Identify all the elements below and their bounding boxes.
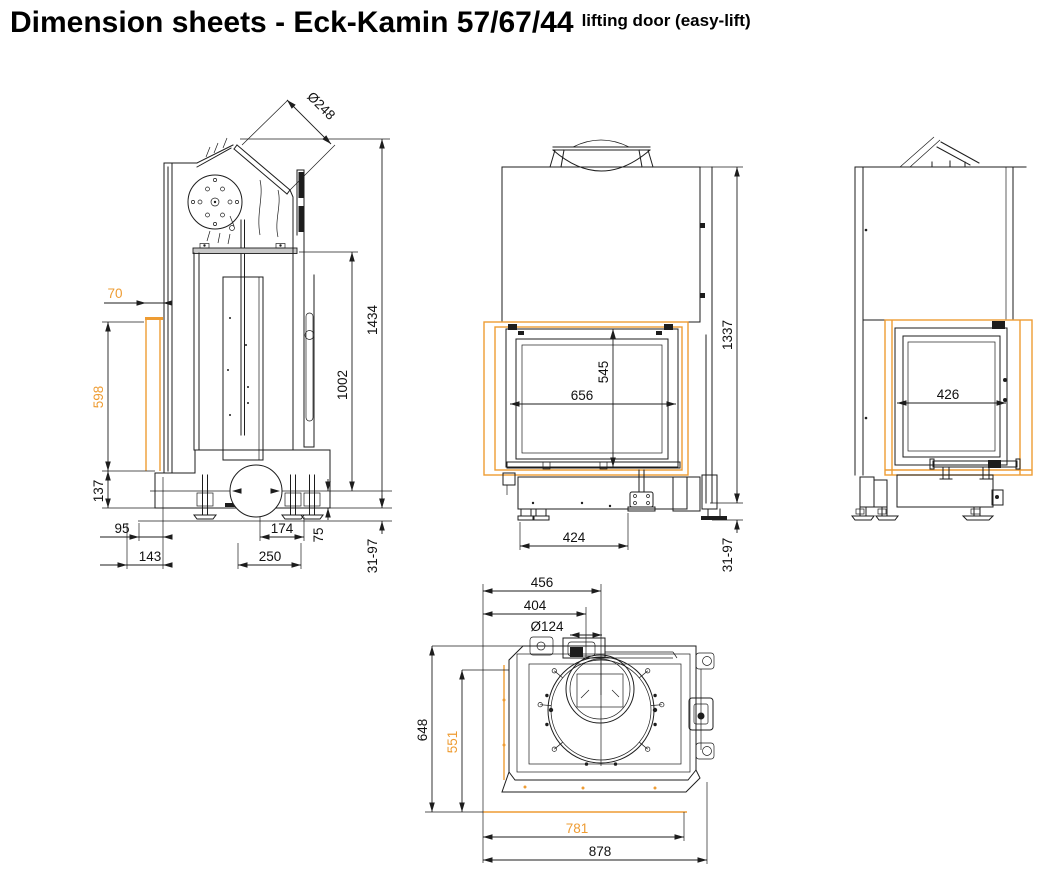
dim-foot-range-label: 31-97 (720, 537, 735, 573)
dim-glass-width-label: 426 (936, 387, 960, 402)
dim-glass-height (596, 329, 616, 467)
dim-foot-spacing-label: 424 (562, 530, 586, 545)
winch-pulley (188, 175, 242, 231)
dim-depth-front-label: 95 (114, 521, 130, 536)
dim-depth-base-label: 250 (258, 549, 282, 564)
title-suffix: lifting door (easy-lift) (581, 11, 751, 30)
base-assembly (860, 475, 1003, 507)
louvre-blades (207, 180, 279, 244)
dim-plinth-height-label: 137 (91, 479, 106, 503)
dim-air-diameter (530, 619, 602, 638)
dim-glass-width (897, 387, 1006, 406)
body-column (194, 235, 293, 460)
dim-body-height (299, 252, 358, 491)
top-view-drawing (405, 570, 735, 875)
adjustable-feet (852, 507, 993, 520)
dim-glass-width (483, 812, 684, 841)
dim-depth-frame-label: 143 (138, 549, 162, 564)
dim-glass-depth (445, 670, 509, 812)
dim-foot-range (720, 490, 740, 572)
dim-overall-height-label: 1337 (720, 319, 735, 351)
dim-depth-frame (100, 523, 173, 569)
dim-foot-range (365, 495, 385, 573)
roof-and-flue (855, 137, 1026, 167)
dim-glass-width-label: 781 (565, 821, 589, 836)
dim-overall-height-label: 1434 (365, 304, 380, 336)
title-main: Dimension sheets - Eck-Kamin 57/67/44 (10, 6, 574, 39)
dim-depth-air-label: 174 (270, 521, 294, 536)
page-title (10, 6, 751, 40)
dim-depth-base (238, 543, 301, 569)
dim-air-center-label: 404 (523, 598, 547, 613)
dim-front-frame-depth-label: 70 (107, 286, 123, 301)
dim-body-height-label: 1002 (335, 369, 350, 401)
base-assembly (150, 450, 392, 517)
dim-overall-width (483, 782, 707, 864)
dim-glass-height-label: 545 (596, 360, 611, 384)
hood-outline (855, 167, 1013, 475)
dim-under-base-label: 75 (311, 527, 326, 543)
dim-overall-depth-label: 648 (415, 718, 430, 742)
dim-depth-air (260, 517, 304, 541)
dim-air-diameter-label: Ø124 (530, 619, 564, 634)
base-assembly (518, 470, 727, 520)
dim-plinth-height (91, 471, 155, 508)
dim-glass-width-label: 656 (570, 388, 594, 403)
lift-rail-column (297, 170, 314, 447)
right-side-view-drawing (840, 130, 1059, 560)
left-side-view-drawing (60, 85, 415, 590)
dim-front-frame-depth (104, 286, 173, 306)
dim-overall-width-label: 878 (588, 844, 612, 859)
dim-glass-depth-label: 551 (445, 730, 460, 754)
dim-foot-spacing (520, 513, 628, 550)
flue-collar (550, 140, 653, 171)
dim-flue-diameter-label: Ø248 (304, 88, 339, 123)
dim-glass-height-label: 598 (91, 385, 106, 409)
glass-edges-orange (483, 665, 687, 812)
front-view-drawing (460, 135, 760, 580)
glass-front-edge (145, 317, 163, 471)
dim-overall-depth (415, 646, 523, 812)
hood-outline (502, 167, 712, 503)
dim-under-base (311, 479, 331, 543)
dim-glass-width (510, 388, 676, 407)
hinge-latch-tabs (689, 653, 714, 759)
dim-foot-range-label: 31-97 (365, 538, 380, 574)
dim-flue-center-label: 456 (530, 575, 554, 590)
dim-flue-diameter (242, 89, 338, 190)
front-frame-column (164, 163, 197, 473)
